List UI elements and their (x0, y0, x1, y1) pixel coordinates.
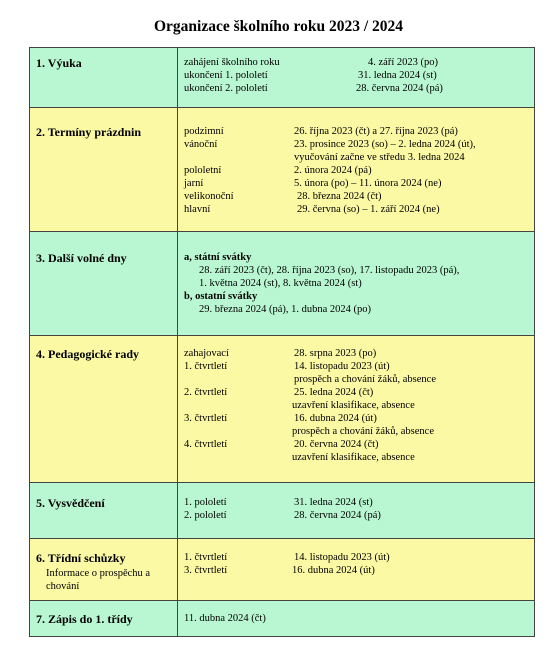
row-name: 2. pololetí (184, 510, 227, 521)
row-name: 2. čtvrtletí (184, 387, 228, 398)
row-note: uzavření klasifikace, absence (292, 452, 415, 463)
row-name: vánoční (184, 139, 218, 150)
section-label: 2. Termíny prázdnin (36, 125, 142, 139)
section-label-cell (30, 483, 178, 538)
section-schuzky (29, 539, 535, 601)
holiday-list: 28. září 2023 (čt), 28. října 2023 (so), 17. listopadu 2023 (pá), (199, 265, 460, 276)
section-label: 4. Pedagogické rady (36, 347, 139, 361)
row-name: pololetní (184, 165, 222, 176)
row-date: 28. června 2024 (pá) (356, 83, 443, 94)
row-name: 1. čtvrtletí (184, 552, 228, 563)
row-date: 31. ledna 2024 (st) (294, 497, 373, 508)
row-date: 2. února 2024 (pá) (294, 165, 372, 176)
row-date: 26. října 2023 (čt) a 27. října 2023 (pá) (294, 126, 458, 137)
row-name: 1. čtvrtletí (184, 361, 228, 372)
row-name: 1. pololetí (184, 497, 227, 508)
section-label: 5. Vysvědčení (36, 496, 105, 510)
section-label-cell (30, 48, 178, 107)
row-name: jarní (184, 178, 204, 189)
section-label: 1. Výuka (36, 56, 82, 70)
section-label-cell (30, 336, 178, 482)
row-date: 16. dubna 2024 (út) (292, 565, 375, 576)
holiday-list: 1. května 2024 (st), 8. května 2024 (st) (199, 278, 362, 289)
row-name: velikonoční (184, 191, 234, 202)
section-label-cell (30, 539, 178, 600)
row-date: 4. září 2023 (po) (368, 57, 438, 68)
row-date: 28. června 2024 (pá) (294, 510, 381, 521)
row-name: ukončení 1. pololetí (184, 70, 268, 81)
section-content (178, 336, 534, 482)
section-vyuka (29, 47, 535, 108)
row-name: 4. čtvrtletí (184, 439, 228, 450)
section-content (178, 601, 534, 636)
section-vysvedceni (29, 483, 535, 539)
row-name: zahájení školního roku (184, 57, 280, 68)
row-name: 3. čtvrtletí (184, 413, 228, 424)
document-title: Organizace školního roku 2023 / 2024 (153, 18, 404, 35)
row-date: 11. dubna 2024 (čt) (184, 613, 266, 624)
section-content (178, 483, 534, 538)
section-volne-dny (29, 232, 535, 336)
row-note: prospěch a chování žáků, absence (294, 374, 436, 385)
section-content (178, 539, 534, 600)
section-sublabel: Informace o prospěchu a (46, 568, 151, 579)
row-date: 28. srpna 2023 (po) (294, 348, 377, 359)
row-date: 20. června 2024 (čt) (294, 439, 379, 450)
section-label-cell (30, 232, 178, 335)
row-note: prospěch a chování žáků, absence (292, 426, 434, 437)
section-label: 6. Třídní schůzky (36, 551, 126, 565)
section-content (178, 108, 534, 231)
row-name: podzimní (184, 126, 224, 137)
row-date: 23. prosince 2023 (so) – 2. ledna 2024 (út), (294, 139, 476, 150)
row-date: 31. ledna 2024 (st) (358, 70, 437, 81)
row-date: 28. března 2024 (čt) (297, 191, 382, 202)
section-label: 7. Zápis do 1. třídy (36, 612, 133, 626)
row-date: 5. února (po) – 11. února 2024 (ne) (294, 178, 442, 189)
row-note: vyučování začne ve středu 3. ledna 2024 (294, 152, 465, 163)
subsection-heading: a, státní svátky (184, 252, 252, 263)
section-label-cell (30, 108, 178, 231)
section-zapis (29, 601, 535, 637)
row-date: 16. dubna 2024 (út) (294, 413, 377, 424)
row-note: uzavření klasifikace, absence (292, 400, 415, 411)
row-name: ukončení 2. pololetí (184, 83, 268, 94)
section-prazdniny (29, 108, 535, 232)
row-date: 29. června (so) – 1. září 2024 (ne) (297, 204, 440, 215)
row-name: zahajovací (184, 348, 229, 359)
subsection-heading: b, ostatní svátky (184, 291, 258, 302)
holiday-list: 29. března 2024 (pá), 1. dubna 2024 (po) (199, 304, 372, 315)
row-name: 3. čtvrtletí (184, 565, 228, 576)
row-name: hlavní (184, 204, 211, 215)
row-date: 14. listopadu 2023 (út) (294, 552, 390, 563)
section-label-cell (30, 601, 178, 636)
section-sublabel: chování (46, 581, 80, 592)
section-label: 3. Další volné dny (36, 251, 127, 265)
section-rady (29, 336, 535, 483)
row-date: 25. ledna 2024 (čt) (294, 387, 374, 398)
section-content (178, 48, 534, 107)
row-date: 14. listopadu 2023 (út) (294, 361, 390, 372)
section-content (178, 232, 534, 335)
